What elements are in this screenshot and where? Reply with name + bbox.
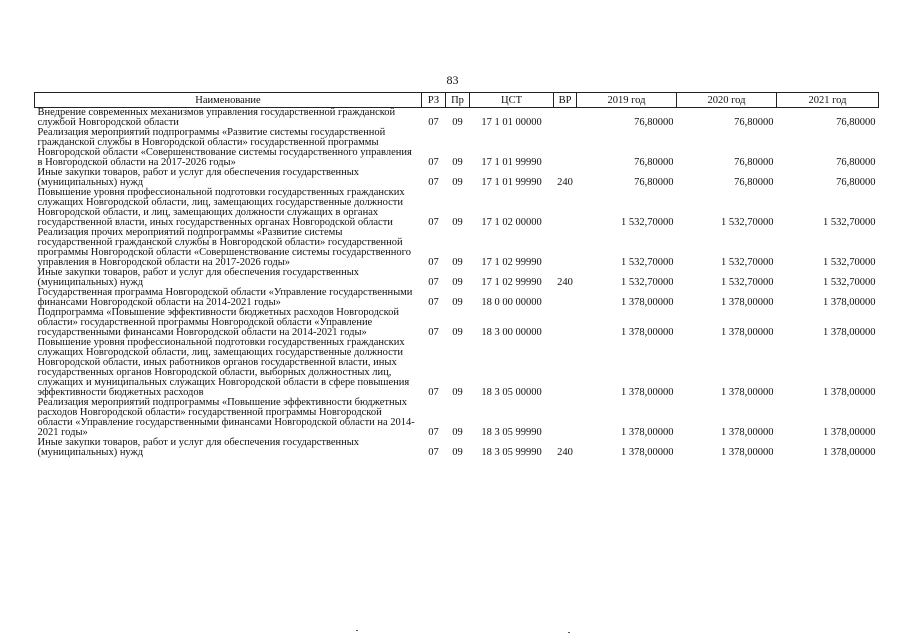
row-vr <box>554 108 577 129</box>
row-name: Иные закупки товаров, работ и услуг для обеспечения государственных (муниципальных) нужд <box>37 267 360 288</box>
row-pr: 09 <box>452 297 463 308</box>
row-cst: 18 3 00 00000 <box>481 327 542 338</box>
table-row <box>35 108 879 129</box>
scan-speck <box>356 630 358 631</box>
row-pr: 09 <box>452 177 463 188</box>
scan-specks <box>0 630 905 636</box>
table-row <box>35 438 879 458</box>
row-2020: 1 378,00000 <box>721 327 774 338</box>
row-cst: 17 1 01 00000 <box>481 117 542 128</box>
row-2021: 1 378,00000 <box>823 297 876 308</box>
row-rz: 07 <box>428 327 439 338</box>
header-pr: Пр <box>446 93 470 108</box>
row-cst: 17 1 02 00000 <box>481 217 542 228</box>
row-2020: 76,80000 <box>734 157 774 168</box>
row-2020: 1 532,70000 <box>721 277 774 288</box>
table-header-row <box>35 93 879 108</box>
row-pr: 09 <box>452 117 463 128</box>
row-rz: 07 <box>428 447 439 458</box>
row-cst: 17 1 01 99990 <box>481 177 542 188</box>
page-number: 83 <box>446 73 459 87</box>
row-2021: 76,80000 <box>836 117 876 128</box>
row-2021: 1 532,70000 <box>823 257 876 268</box>
budget-table <box>34 92 879 458</box>
row-2019: 76,80000 <box>634 177 674 188</box>
row-rz: 07 <box>428 277 439 288</box>
row-vr: 240 <box>557 447 573 458</box>
table-row <box>35 228 879 268</box>
row-2019: 1 532,70000 <box>621 257 674 268</box>
row-name: Повышение уровня профессиональной подготовки государственных гражданских служащих Новгородской области, лиц, замещающих государственные должности Новгородской области, и лиц, замещающих должности служащих в органах государственной власти, иных государственных органах Новгородской области <box>37 187 405 228</box>
row-2021: 1 378,00000 <box>823 327 876 338</box>
table-row <box>35 398 879 438</box>
row-2019: 1 378,00000 <box>621 427 674 438</box>
row-2020: 1 532,70000 <box>721 217 774 228</box>
row-2019: 76,80000 <box>634 117 674 128</box>
header-name: Наименование <box>35 93 422 108</box>
row-cst: 17 1 02 99990 <box>481 257 542 268</box>
row-vr <box>554 288 577 308</box>
row-name: Иные закупки товаров, работ и услуг для обеспечения государственных (муниципальных) нужд <box>37 437 360 458</box>
row-2019: 1 378,00000 <box>621 447 674 458</box>
row-cst: 18 3 05 00000 <box>481 387 542 398</box>
row-cst: 18 0 00 00000 <box>481 297 542 308</box>
row-2021: 1 378,00000 <box>823 387 876 398</box>
row-rz: 07 <box>428 427 439 438</box>
row-2019: 76,80000 <box>634 157 674 168</box>
scan-speck <box>568 632 570 633</box>
row-pr: 09 <box>452 447 463 458</box>
row-vr <box>554 188 577 228</box>
row-rz: 07 <box>428 257 439 268</box>
table-row <box>35 308 879 338</box>
header-2020: 2020 год <box>677 93 777 108</box>
row-pr: 09 <box>452 257 463 268</box>
row-vr <box>554 398 577 438</box>
row-pr: 09 <box>452 277 463 288</box>
row-rz: 07 <box>428 157 439 168</box>
row-2020: 76,80000 <box>734 117 774 128</box>
row-name: Реализация мероприятий подпрограммы «Развитие системы государственной гражданской службы в Новгородской области» государственной программы Новгородской области «Совершенствование системы государственного управления в Новгородской области на 2017-2026 годы» <box>37 127 412 168</box>
row-2019: 1 378,00000 <box>621 327 674 338</box>
row-rz: 07 <box>428 387 439 398</box>
row-2021: 76,80000 <box>836 157 876 168</box>
row-rz: 07 <box>428 297 439 308</box>
header-vr: ВР <box>554 93 577 108</box>
row-name: Внедрение современных механизмов управления государственной гражданской службой Новгородской области <box>37 107 396 128</box>
row-2020: 1 532,70000 <box>721 257 774 268</box>
row-2021: 1 532,70000 <box>823 277 876 288</box>
row-2020: 1 378,00000 <box>721 447 774 458</box>
row-name: Государственная программа Новгородской области «Управление государственными финансами Новгородской области на 2014-2021 годы» <box>37 287 413 308</box>
row-name: Иные закупки товаров, работ и услуг для обеспечения государственных (муниципальных) нужд <box>37 167 360 188</box>
row-2021: 76,80000 <box>836 177 876 188</box>
header-rz: РЗ <box>422 93 446 108</box>
row-2021: 1 378,00000 <box>823 447 876 458</box>
row-cst: 18 3 05 99990 <box>481 427 542 438</box>
header-2019: 2019 год <box>577 93 677 108</box>
row-vr <box>554 228 577 268</box>
row-2020: 76,80000 <box>734 177 774 188</box>
row-2020: 1 378,00000 <box>721 427 774 438</box>
row-vr <box>554 308 577 338</box>
row-2019: 1 378,00000 <box>621 297 674 308</box>
table-row <box>35 188 879 228</box>
row-vr <box>554 338 577 398</box>
row-2021: 1 378,00000 <box>823 427 876 438</box>
row-cst: 18 3 05 99990 <box>481 447 542 458</box>
header-2021: 2021 год <box>777 93 879 108</box>
header-cst: ЦСТ <box>470 93 554 108</box>
row-vr: 240 <box>557 277 573 288</box>
row-rz: 07 <box>428 217 439 228</box>
row-pr: 09 <box>452 157 463 168</box>
row-pr: 09 <box>452 217 463 228</box>
table-row <box>35 128 879 168</box>
row-pr: 09 <box>452 427 463 438</box>
row-pr: 09 <box>452 387 463 398</box>
row-2019: 1 378,00000 <box>621 387 674 398</box>
row-rz: 07 <box>428 117 439 128</box>
row-name: Реализация мероприятий подпрограммы «Повышение эффективности бюджетных расходов Новгородской области» государственной программы Новгородской области «Управление государственными финансами Новгородской области на 2014-2021 годы» <box>37 397 415 438</box>
row-pr: 09 <box>452 327 463 338</box>
table-row <box>35 338 879 398</box>
row-2020: 1 378,00000 <box>721 387 774 398</box>
row-cst: 17 1 02 99990 <box>481 277 542 288</box>
row-2021: 1 532,70000 <box>823 217 876 228</box>
row-name: Подпрограмма «Повышение эффективности бюджетных расходов Новгородской области» государственной программы Новгородской области «Управление государственными финансами Новгородской области на 2014-2021 годы» <box>37 307 400 338</box>
table-body <box>35 108 879 459</box>
row-vr: 240 <box>557 177 573 188</box>
row-name: Реализация прочих мероприятий подпрограммы «Развитие системы государственной гражданской службы в Новгородской области» государственной программы Новгородской области «Совершенствование системы государственного управления в Новгородской области на 2017-2026 годы» <box>37 227 411 268</box>
row-2019: 1 532,70000 <box>621 217 674 228</box>
row-name: Повышение уровня профессиональной подготовки государственных гражданских служащих Новгородской области, лиц, замещающих государственные должности Новгородской области, иных работников органов государственной власти, иных государственных органов Новгородской области, выборных должностных лиц, служащих и муниципальных служащих Новгородской области в сфере повышения эффективности бюджетных расходов <box>37 337 410 398</box>
row-2019: 1 532,70000 <box>621 277 674 288</box>
row-cst: 17 1 01 99990 <box>481 157 542 168</box>
table-row <box>35 288 879 308</box>
table-row <box>35 268 879 288</box>
row-vr <box>554 128 577 168</box>
row-rz: 07 <box>428 177 439 188</box>
table-row <box>35 168 879 188</box>
row-2020: 1 378,00000 <box>721 297 774 308</box>
